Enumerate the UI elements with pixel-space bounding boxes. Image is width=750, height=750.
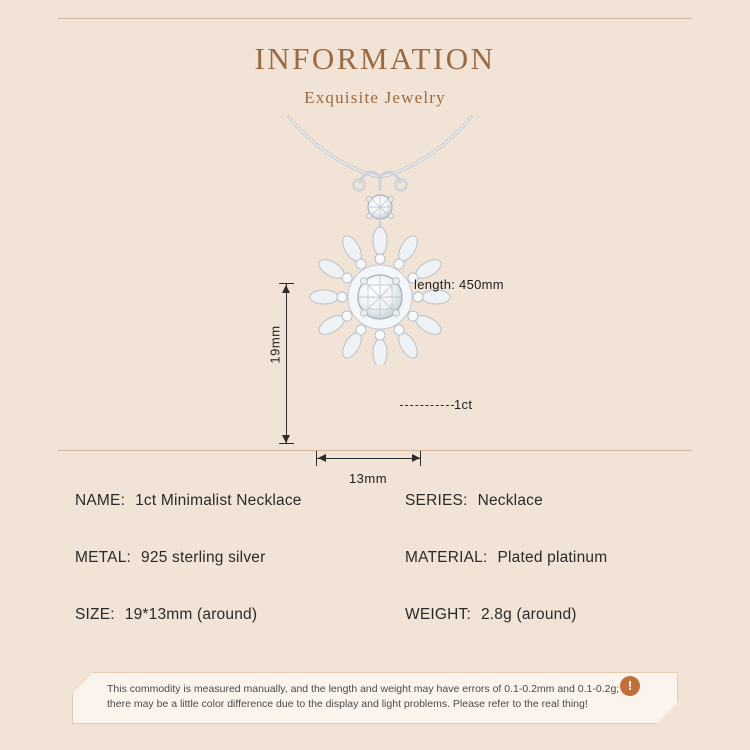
spec-value: 2.8g (around)	[480, 605, 577, 623]
spec-label: WEIGHT:	[405, 605, 471, 623]
height-dimension-arrow-top	[282, 285, 290, 293]
width-dimension-cap-right	[420, 451, 421, 466]
spec-label: METAL:	[75, 548, 132, 566]
page-header	[0, 40, 750, 108]
stone-callout-leader	[400, 405, 454, 407]
top-divider	[58, 18, 692, 19]
spec-value: Necklace	[477, 491, 543, 509]
height-dimension-arrow-bottom	[282, 435, 290, 443]
width-dimension-label: 13mm	[348, 471, 388, 486]
width-dimension-line	[316, 458, 420, 459]
spec-row	[75, 472, 675, 529]
note-corner-cut-right	[656, 702, 678, 724]
spec-series	[405, 492, 675, 510]
spec-value: Plated platinum	[497, 548, 608, 566]
product-illustration-area	[0, 105, 750, 486]
spec-value: 1ct Minimalist Necklace	[135, 491, 302, 509]
warning-icon: !	[620, 676, 640, 696]
height-dimension-line	[286, 283, 287, 443]
spec-weight	[405, 606, 675, 624]
page-subtitle: Exquisite Jewelry	[304, 88, 446, 107]
spec-size	[75, 606, 405, 624]
spec-label: MATERIAL:	[405, 548, 488, 566]
necklace-image	[255, 105, 505, 365]
spec-label: SIZE:	[75, 605, 115, 623]
disclaimer-line-1: This commodity is measured manually, and the length and weight may have errors of 0.1-0.2mm and 0.1-0.2g;	[107, 683, 620, 695]
spec-label: NAME:	[75, 491, 126, 509]
spec-metal	[75, 549, 405, 567]
disclaimer-line-2: there may be a little color difference due to the display and light problems. Please refer to the real thing!	[107, 698, 588, 710]
spec-value: 19*13mm (around)	[124, 605, 258, 623]
width-dimension-arrow-right	[412, 454, 420, 462]
stone-carat-label: 1ct	[454, 397, 473, 412]
chain-length-label: length: 450mm	[414, 277, 504, 292]
page-title: INFORMATION	[254, 41, 496, 76]
disclaimer-text	[107, 682, 652, 712]
height-dimension-cap-bottom	[279, 443, 294, 444]
spec-label: SERIES:	[405, 491, 468, 509]
spec-value: 925 sterling silver	[141, 548, 266, 566]
spec-name	[75, 492, 405, 510]
height-dimension-label: 19mm	[267, 325, 283, 364]
width-dimension-arrow-left	[318, 454, 326, 462]
specification-table	[75, 472, 675, 643]
spec-row	[75, 586, 675, 643]
disclaimer-box	[72, 672, 678, 724]
middle-divider	[58, 450, 692, 451]
spec-row	[75, 529, 675, 586]
note-corner-cut-left	[72, 672, 94, 694]
spec-material	[405, 549, 675, 567]
height-dimension-cap-top	[279, 283, 294, 284]
width-dimension-cap-left	[316, 451, 317, 466]
